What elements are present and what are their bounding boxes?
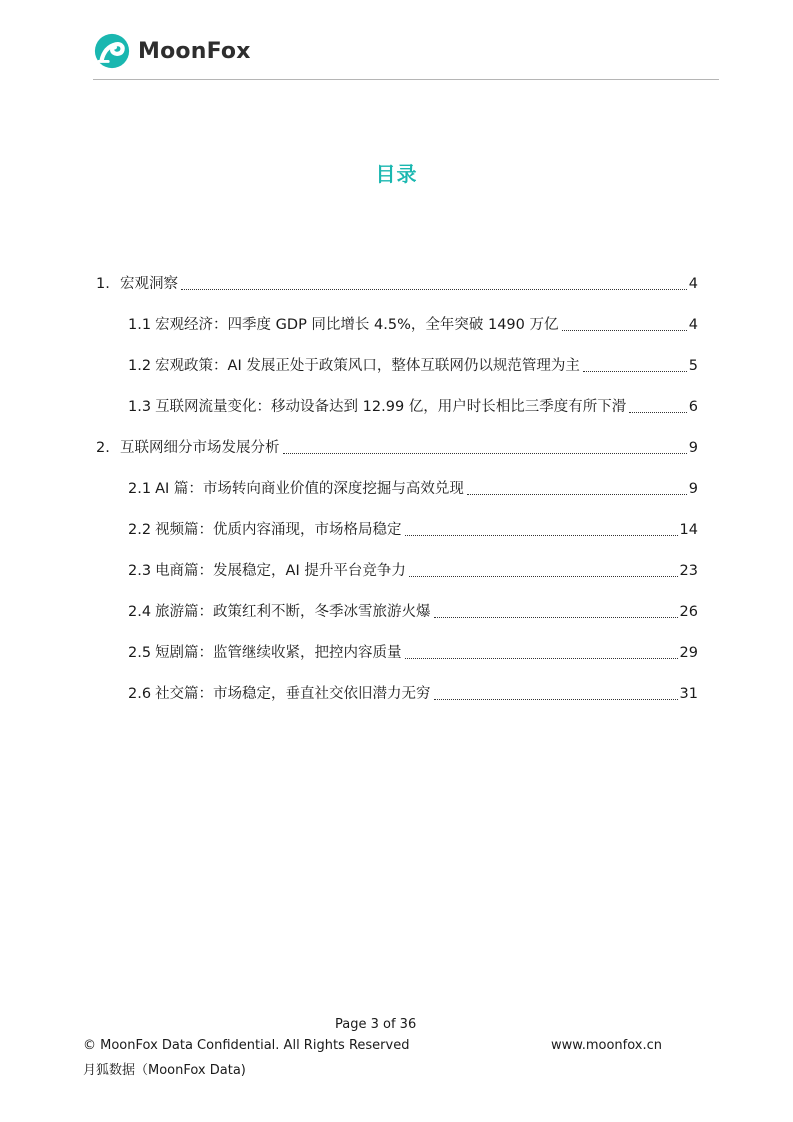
toc-entry-number: 2. xyxy=(96,440,110,456)
toc-dot-leader xyxy=(434,682,678,700)
moonfox-logo xyxy=(93,32,251,70)
toc-entry[interactable] xyxy=(96,518,698,559)
toc-entry[interactable] xyxy=(96,272,698,313)
toc-entry-page: 5 xyxy=(688,358,698,374)
toc-entry[interactable] xyxy=(96,682,698,723)
toc-entry-title: 视频篇：优质内容涌现，市场格局稳定 xyxy=(155,522,402,538)
toc-entry-label xyxy=(128,354,582,378)
toc-entry-page: 14 xyxy=(679,522,698,538)
toc-entry-number: 2.4 xyxy=(128,604,152,620)
toc-entry[interactable] xyxy=(96,477,698,518)
toc-entry-page: 31 xyxy=(679,686,698,702)
toc-dot-leader xyxy=(434,600,678,618)
toc-entry-label xyxy=(128,477,466,501)
toc-entry-page: 26 xyxy=(679,604,698,620)
toc-dot-leader xyxy=(181,272,687,290)
toc-entry-number: 2.1 xyxy=(128,481,152,497)
toc-entry[interactable] xyxy=(96,313,698,354)
toc-entry-title: 社交篇：市场稳定，垂直社交依旧潜力无穷 xyxy=(155,686,431,702)
toc-entry-title: AI 篇：市场转向商业价值的深度挖掘与高效兑现 xyxy=(155,481,464,497)
toc-entry[interactable] xyxy=(96,641,698,682)
toc-entry-title: 互联网细分市场发展分析 xyxy=(120,440,280,456)
toc-entry-label xyxy=(96,436,282,460)
toc-entry[interactable] xyxy=(96,395,698,436)
toc-entry-number: 1. xyxy=(96,276,110,292)
toc-entry-title: 短剧篇：监管继续收紧，把控内容质量 xyxy=(155,645,402,661)
page-header xyxy=(93,30,719,80)
toc-title: 目录 xyxy=(375,162,418,186)
toc-entry-number: 2.2 xyxy=(128,522,152,538)
toc-entry-label xyxy=(128,641,404,665)
toc-entry[interactable] xyxy=(96,600,698,641)
copyright-notice: © MoonFox Data Confidential. All Rights Reserved xyxy=(83,1038,410,1053)
header-divider xyxy=(93,79,719,80)
moonfox-logo-icon xyxy=(93,32,131,70)
toc-entry-label xyxy=(128,682,433,706)
logo-text: MoonFox xyxy=(138,38,251,64)
toc-dot-leader xyxy=(583,354,687,372)
toc-dot-leader xyxy=(409,559,678,577)
website-link[interactable]: www.moonfox.cn xyxy=(551,1038,662,1053)
table-of-contents xyxy=(96,272,698,723)
toc-dot-leader xyxy=(405,518,678,536)
toc-entry-title: 电商篇：发展稳定，AI 提升平台竞争力 xyxy=(155,563,406,579)
toc-entry-label xyxy=(96,272,180,296)
toc-entry-number: 1.3 xyxy=(128,399,152,415)
toc-entry-page: 9 xyxy=(688,440,698,456)
toc-entry-page: 4 xyxy=(688,317,698,333)
toc-dot-leader xyxy=(467,477,687,495)
toc-entry-number: 1.2 xyxy=(128,358,152,374)
toc-entry-page: 23 xyxy=(679,563,698,579)
toc-entry-label xyxy=(128,518,404,542)
toc-entry-title: 互联网流量变化：移动设备达到 12.99 亿，用户时长相比三季度有所下滑 xyxy=(155,399,627,415)
page-number: Page 3 of 36 xyxy=(335,1017,417,1032)
toc-entry-page: 4 xyxy=(688,276,698,292)
toc-entry-title: 宏观政策：AI 发展正处于政策风口，整体互联网仍以规范管理为主 xyxy=(155,358,580,374)
toc-entry-label xyxy=(128,559,408,583)
toc-entry-number: 2.6 xyxy=(128,686,152,702)
toc-entry-label xyxy=(128,395,628,419)
toc-entry-page: 29 xyxy=(679,645,698,661)
toc-entry-page: 9 xyxy=(688,481,698,497)
toc-entry-number: 1.1 xyxy=(128,317,152,333)
toc-dot-leader xyxy=(629,395,686,413)
toc-entry-title: 宏观洞察 xyxy=(120,276,178,292)
toc-entry[interactable] xyxy=(96,354,698,395)
toc-dot-leader xyxy=(405,641,678,659)
toc-dot-leader xyxy=(283,436,687,454)
toc-entry-number: 2.3 xyxy=(128,563,152,579)
toc-entry[interactable] xyxy=(96,559,698,600)
toc-entry-number: 2.5 xyxy=(128,645,152,661)
toc-dot-leader xyxy=(562,313,687,331)
toc-entry-title: 宏观经济：四季度 GDP 同比增长 4.5%，全年突破 1490 万亿 xyxy=(155,317,559,333)
toc-entry[interactable] xyxy=(96,436,698,477)
company-name: 月狐数据（MoonFox Data) xyxy=(83,1063,246,1078)
toc-entry-page: 6 xyxy=(688,399,698,415)
toc-entry-label xyxy=(128,600,433,624)
toc-entry-label xyxy=(128,313,561,337)
toc-entry-title: 旅游篇：政策红利不断，冬季冰雪旅游火爆 xyxy=(155,604,431,620)
